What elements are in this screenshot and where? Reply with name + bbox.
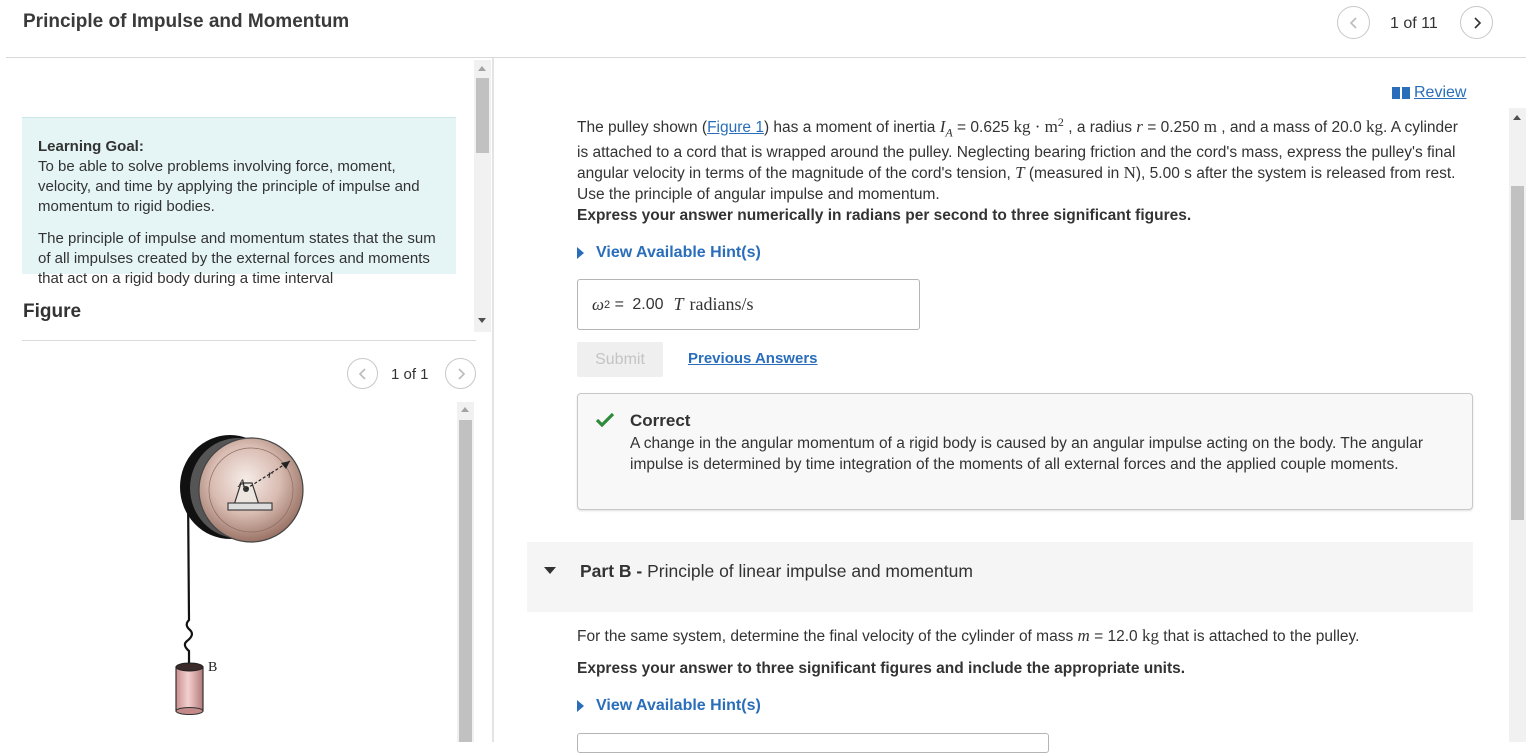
submit-button[interactable]: Submit [577, 342, 663, 377]
correct-feedback [577, 393, 1473, 510]
part-b-header[interactable] [527, 542, 1473, 612]
next-item-button[interactable] [1460, 6, 1493, 39]
part-b-view-hints-link[interactable]: View Available Hint(s) [577, 697, 761, 715]
review-label: Review [1414, 84, 1467, 101]
previous-answers-link[interactable]: Previous Answers [688, 350, 818, 367]
radius-label: r [268, 467, 273, 481]
chevron-right-icon [1470, 16, 1484, 30]
answer-field[interactable]: ω 2 = 2.00 T radians/s [577, 279, 920, 330]
collapse-caret-icon[interactable] [544, 567, 556, 574]
part-b-title: Part B - Principle of linear impulse and momentum [580, 561, 973, 581]
correct-title: Correct [630, 411, 691, 430]
page-title: Principle of Impulse and Momentum [23, 11, 350, 32]
chevron-right-icon [454, 367, 468, 381]
header-divider [6, 57, 1526, 58]
learning-goal-principle-text: The principle of impulse and momentum states that the sum of all impulses created by the external forces and moments that act on a rigid body during a time interval [38, 230, 436, 287]
part-b-statement: For the same system, determine the final velocity of the cylinder of mass m = 12.0 kg that is attached to the pulley. [577, 626, 1360, 645]
figure-next-button[interactable] [445, 358, 476, 389]
learning-goal-panel [22, 117, 456, 287]
figure-previous-button[interactable] [347, 358, 378, 389]
review-link[interactable] [1392, 84, 1466, 102]
expand-caret-icon [577, 247, 584, 259]
learning-goal-text: To be able to solve problems involving force, moment, velocity, and time by applying the principle of impulse and momentum to rigid bodies. [38, 158, 420, 215]
scroll-up-icon[interactable] [1513, 115, 1521, 120]
scroll-down-icon[interactable] [478, 318, 486, 323]
part-b-instruction: Express your answer to three significant figures and include the appropriate units. [577, 660, 1186, 677]
column-divider[interactable] [492, 58, 494, 742]
view-hints-link[interactable]: View Available Hint(s) [577, 244, 761, 262]
answer-instruction: Express your answer numerically in radians per second to three significant figures. [577, 207, 1192, 224]
pulley-label: A [238, 476, 246, 490]
chevron-left-icon [1347, 16, 1361, 30]
cylinder-label: B [208, 660, 218, 675]
figure-scrollbar-thumb[interactable] [459, 420, 472, 742]
correct-explanation: A change in the angular momentum of a rigid body is caused by an angular impulse acting on the body. The angular impulse is determined by time integration of the moments of all external forces and the applied couple moments. [630, 435, 1424, 473]
content-scrollbar-thumb[interactable] [1511, 186, 1524, 520]
checkmark-icon [595, 412, 615, 428]
answer-value: 2.00 [632, 295, 664, 313]
item-counter: 1 of 11 [1390, 15, 1438, 32]
scroll-up-icon[interactable] [478, 66, 486, 71]
expand-caret-icon [577, 700, 584, 712]
top-bar [0, 0, 1540, 58]
figure-counter: 1 of 1 [391, 366, 429, 383]
part-b-answer-field[interactable] [577, 733, 1049, 753]
figure-heading: Figure [23, 301, 82, 322]
book-icon [1392, 87, 1410, 99]
figure-divider [22, 340, 476, 341]
pulley-figure [160, 375, 320, 720]
previous-item-button[interactable] [1337, 6, 1370, 39]
figure-link[interactable]: Figure 1 [707, 119, 764, 137]
cylinder-b [176, 667, 203, 711]
answer-units: radians/s [689, 294, 754, 314]
chevron-left-icon [356, 367, 370, 381]
scroll-up-icon[interactable] [461, 407, 469, 412]
learning-goal-title: Learning Goal: [38, 138, 144, 155]
problem-statement: The pulley shown (Figure 1) has a moment of inertia $I_A = 0.625$ kg · $m^2$ , a radius r = 0.250 m , and a mass of 20.0 kg. A cylinder is attached to a cord that is wrapped around the pulley. Neglecting bearing friction and the cord's mass, express the pulley's final angular velocity in terms of the magnitude of the cord's tension, T (measured in N), 5.00 s after the system is released from rest. Use the principle of angular impulse and momentum. [577, 115, 1458, 203]
goal-scrollbar-thumb[interactable] [476, 78, 489, 153]
